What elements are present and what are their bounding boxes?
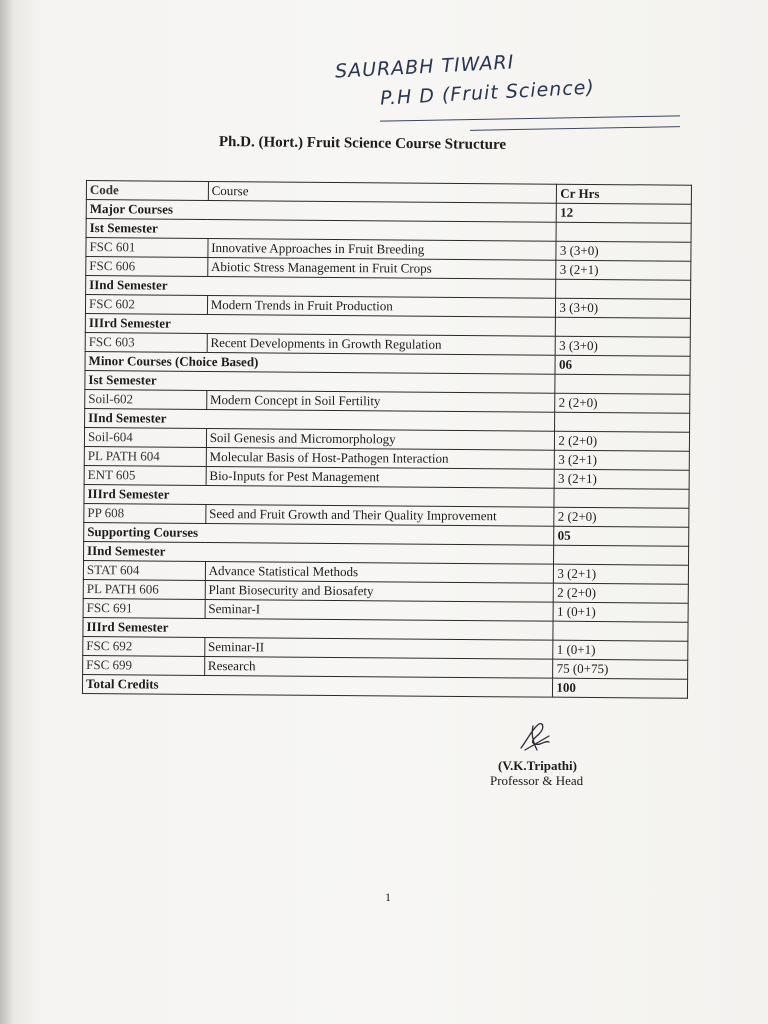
course-credits: 3 (2+1) bbox=[555, 469, 690, 489]
section-label: Ist Semester bbox=[85, 370, 556, 393]
course-name: Innovative Approaches in Fruit Breeding bbox=[208, 238, 557, 260]
handwritten-name: SAURABH TIWARI bbox=[334, 51, 515, 83]
course-credits: 3 (2+1) bbox=[554, 564, 689, 584]
section-row bbox=[82, 674, 687, 698]
section-credits bbox=[555, 412, 690, 432]
course-structure-table bbox=[82, 180, 692, 699]
course-code: FSC 603 bbox=[85, 332, 207, 352]
course-credits: 2 (2+0) bbox=[554, 583, 689, 603]
course-credits: 1 (0+1) bbox=[553, 602, 688, 622]
course-credits: 2 (2+0) bbox=[554, 507, 689, 527]
signatory-role: Professor & Head bbox=[490, 773, 584, 788]
section-label: Total Credits bbox=[82, 674, 553, 697]
section-credits bbox=[555, 374, 690, 394]
course-code: FSC 606 bbox=[86, 257, 208, 277]
course-credits: 75 (0+75) bbox=[553, 659, 688, 679]
section-credits bbox=[554, 545, 689, 565]
section-credits bbox=[553, 621, 688, 641]
course-code: STAT 604 bbox=[83, 560, 205, 580]
course-code: Soil-602 bbox=[85, 389, 207, 409]
header-cr-hrs: Cr Hrs bbox=[557, 184, 692, 204]
section-credits bbox=[556, 279, 691, 299]
table-body bbox=[82, 200, 691, 699]
section-label: IIIrd Semester bbox=[85, 313, 556, 336]
handwritten-underline bbox=[380, 115, 680, 121]
section-credits: 06 bbox=[555, 355, 690, 375]
course-name: Soil Genesis and Micromorphology bbox=[206, 428, 555, 450]
course-name: Plant Biosecurity and Biosafety bbox=[205, 580, 554, 602]
course-code: Soil-604 bbox=[84, 427, 206, 447]
header-course: Course bbox=[208, 181, 557, 203]
course-name: Advance Statistical Methods bbox=[205, 561, 554, 583]
header-code: Code bbox=[86, 181, 208, 201]
section-credits bbox=[554, 488, 689, 508]
course-table-wrapper bbox=[82, 180, 692, 699]
section-label: Supporting Courses bbox=[84, 522, 555, 545]
handwritten-underline-2 bbox=[470, 126, 680, 131]
signature-mark bbox=[515, 718, 555, 756]
course-name: Modern Concept in Soil Fertility bbox=[206, 390, 555, 412]
course-credits: 3 (3+0) bbox=[556, 241, 691, 261]
handwritten-degree: P.H D (Fruit Science) bbox=[379, 76, 596, 110]
course-code: PL PATH 604 bbox=[84, 446, 206, 466]
section-label: IIIrd Semester bbox=[83, 617, 554, 640]
course-credits: 3 (2+1) bbox=[555, 450, 690, 470]
course-credits: 3 (3+0) bbox=[556, 298, 691, 318]
course-credits: 1 (0+1) bbox=[553, 640, 688, 660]
section-label: IIIrd Semester bbox=[84, 484, 555, 507]
section-label: Ist Semester bbox=[86, 219, 557, 242]
section-credits: 100 bbox=[553, 678, 688, 698]
section-credits: 05 bbox=[554, 526, 689, 546]
course-name: Modern Trends in Fruit Production bbox=[207, 295, 556, 317]
section-credits bbox=[556, 222, 691, 242]
course-credits: 3 (2+1) bbox=[556, 260, 691, 280]
course-code: FSC 691 bbox=[83, 598, 205, 618]
course-code: PP 608 bbox=[84, 503, 206, 523]
course-code: ENT 605 bbox=[84, 465, 206, 485]
course-code: FSC 602 bbox=[85, 295, 207, 315]
section-credits bbox=[556, 317, 691, 337]
signatory-name: (V.K.Tripathi) bbox=[498, 758, 577, 773]
course-credits: 2 (2+0) bbox=[555, 431, 690, 451]
course-name: Bio-Inputs for Pest Management bbox=[206, 466, 555, 488]
course-credits: 3 (3+0) bbox=[556, 336, 691, 356]
document-title: Ph.D. (Hort.) Fruit Science Course Structure bbox=[218, 134, 507, 154]
section-label: IInd Semester bbox=[86, 276, 557, 299]
page-number: 1 bbox=[385, 890, 391, 904]
section-label: IInd Semester bbox=[84, 541, 555, 564]
section-label: Major Courses bbox=[86, 200, 557, 223]
course-credits: 2 (2+0) bbox=[555, 393, 690, 413]
course-name: Recent Developments in Growth Regulation bbox=[207, 333, 556, 355]
course-name: Research bbox=[204, 656, 553, 678]
course-code: FSC 699 bbox=[83, 655, 205, 675]
course-name: Seminar-I bbox=[205, 599, 554, 621]
section-label: IInd Semester bbox=[85, 408, 556, 431]
course-name: Abiotic Stress Management in Fruit Crops bbox=[207, 257, 556, 279]
section-label: Minor Courses (Choice Based) bbox=[85, 351, 556, 374]
course-name: Molecular Basis of Host-Pathogen Interaction bbox=[206, 447, 555, 469]
course-name: Seminar-II bbox=[205, 637, 554, 659]
section-credits: 12 bbox=[557, 203, 692, 223]
course-code: FSC 692 bbox=[83, 636, 205, 656]
course-code: PL PATH 606 bbox=[83, 579, 205, 599]
course-code: FSC 601 bbox=[86, 238, 208, 258]
course-name: Seed and Fruit Growth and Their Quality Improvement bbox=[206, 504, 555, 526]
page-edge-shadow bbox=[0, 0, 12, 1024]
